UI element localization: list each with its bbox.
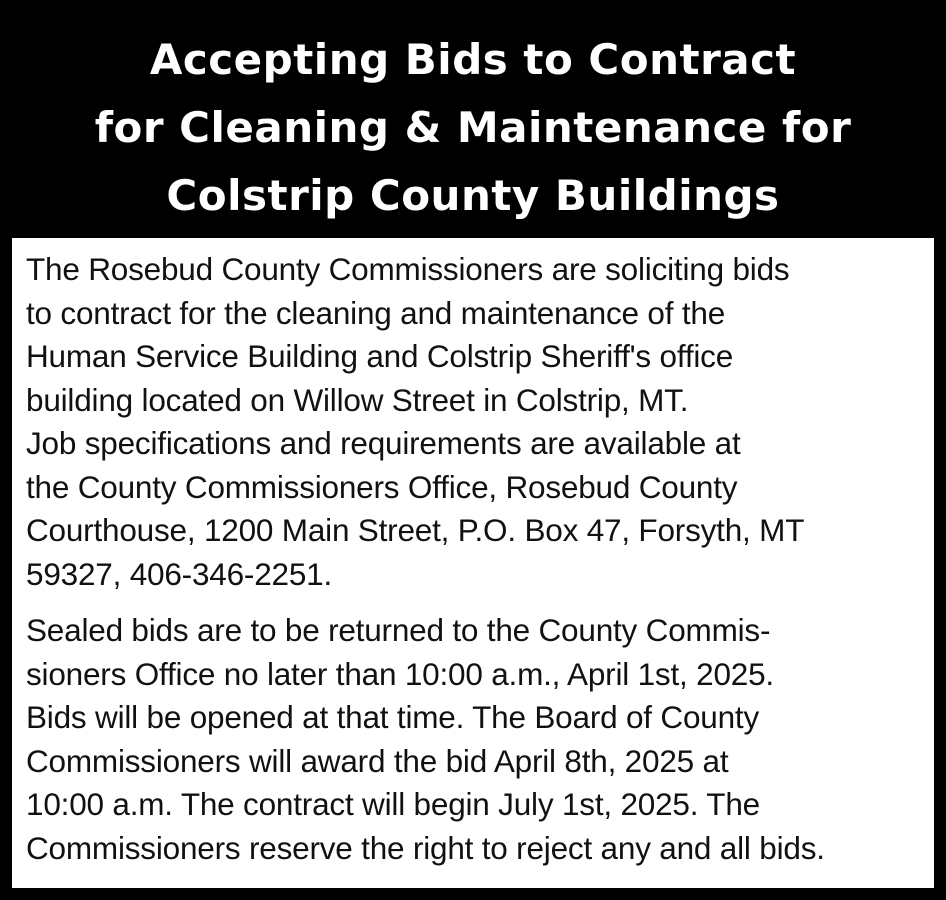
body-line: to contract for the cleaning and maintenance of the [26,294,726,331]
notice-headline [0,26,946,230]
headline-line: for Cleaning & Maintenance for [94,103,852,152]
headline-line: Accepting Bids to Contract [149,35,797,84]
body-line: The Rosebud County Commissioners are soliciting bids [26,251,790,287]
body-line: building located on Willow Street in Colstrip, MT. [26,381,689,418]
body-line: Job specifications and requirements are available at [26,425,741,461]
body-line: the County Commissioners Office, Rosebud County [26,468,738,505]
paragraph-deadline [26,609,934,870]
body-line: 10:00 a.m. The contract will begin July 1st, 2025. The [26,786,760,822]
body-line: sioners Office no later than 10:00 a.m., April 1st, 2025. [26,655,774,692]
body-line: Human Service Building and Colstrip Sheriff's office [26,338,734,374]
body-line: Commissioners reserve the right to reject any and all bids. [26,829,825,866]
body-line: Bids will be opened at that time. The Board of County [26,699,760,735]
paragraph-solicitation [26,248,934,596]
headline-line: Colstrip County Buildings [166,171,780,220]
body-line: Sealed bids are to be returned to the County Commis- [26,612,771,648]
body-line: 59327, 406-346-2251. [26,555,333,592]
body-line: Courthouse, 1200 Main Street, P.O. Box 47, Forsyth, MT [26,512,805,548]
body-line: Commissioners will award the bid April 8th, 2025 at [26,742,729,779]
notice-body [12,238,934,888]
